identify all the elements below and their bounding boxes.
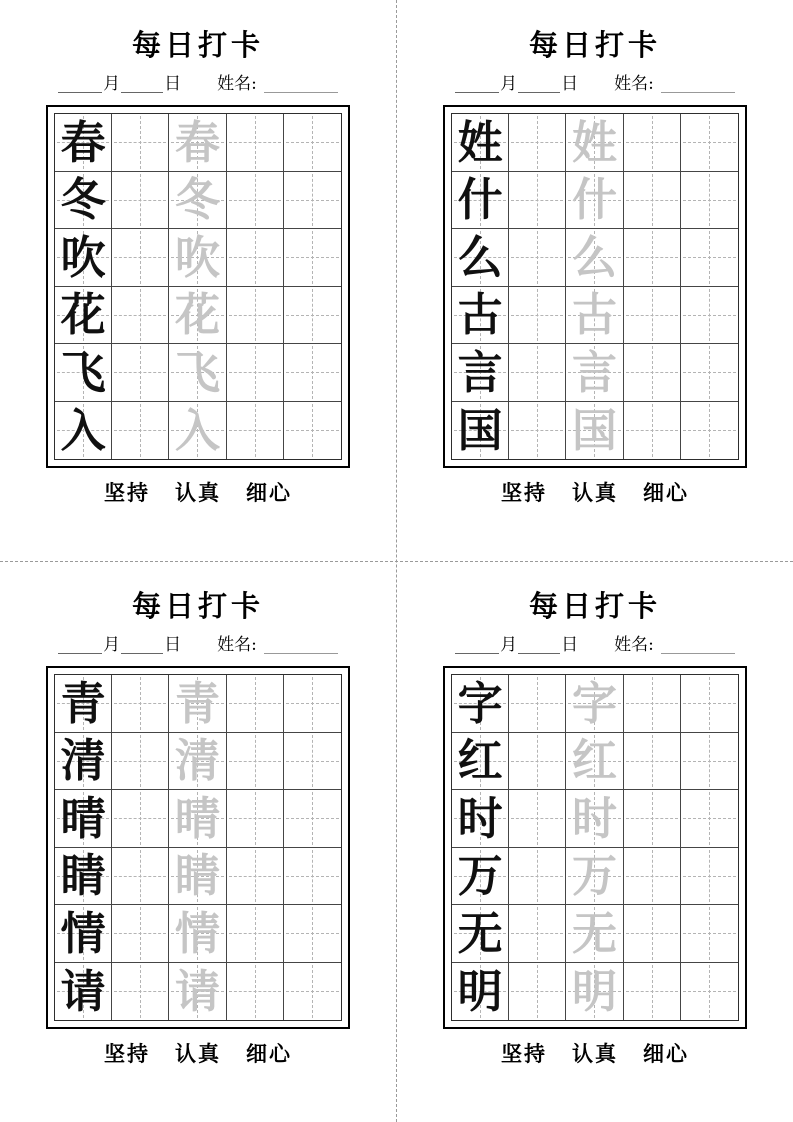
empty-practice-cell xyxy=(112,848,169,906)
empty-practice-cell xyxy=(509,790,566,848)
motto-word: 细心 xyxy=(643,480,689,505)
trace-character: 么 xyxy=(571,230,617,284)
trace-cell xyxy=(566,229,623,287)
motto-line xyxy=(0,1038,396,1068)
empty-practice-cell xyxy=(509,733,566,791)
empty-practice-cell xyxy=(284,114,341,172)
empty-practice-cell xyxy=(227,963,284,1021)
trace-cell xyxy=(566,287,623,345)
model-cell xyxy=(452,402,509,460)
model-character: 睛 xyxy=(60,849,106,903)
motto-word: 细心 xyxy=(246,480,292,505)
month-blank xyxy=(58,77,102,93)
empty-practice-cell xyxy=(227,344,284,402)
grid-frame xyxy=(46,666,350,1029)
model-character: 万 xyxy=(457,849,503,903)
trace-character: 古 xyxy=(571,288,617,342)
trace-cell xyxy=(169,229,226,287)
empty-practice-cell xyxy=(112,287,169,345)
empty-practice-cell xyxy=(112,675,169,733)
practice-grid xyxy=(54,674,342,1021)
trace-character: 请 xyxy=(174,964,220,1018)
empty-practice-cell xyxy=(624,848,681,906)
empty-practice-cell xyxy=(509,675,566,733)
empty-practice-cell xyxy=(112,790,169,848)
empty-practice-cell xyxy=(681,114,738,172)
empty-practice-cell xyxy=(509,287,566,345)
empty-practice-cell xyxy=(284,229,341,287)
trace-cell xyxy=(566,114,623,172)
empty-practice-cell xyxy=(681,287,738,345)
empty-practice-cell xyxy=(227,402,284,460)
practice-card xyxy=(0,0,396,561)
trace-cell xyxy=(169,114,226,172)
name-label: 姓名: xyxy=(614,635,654,656)
model-character: 言 xyxy=(457,345,503,399)
motto-word: 认真 xyxy=(175,1041,221,1066)
trace-cell xyxy=(169,675,226,733)
empty-practice-cell xyxy=(624,790,681,848)
month-blank xyxy=(58,638,102,654)
empty-practice-cell xyxy=(624,114,681,172)
empty-practice-cell xyxy=(112,905,169,963)
grid-frame xyxy=(443,105,747,468)
trace-cell xyxy=(169,287,226,345)
empty-practice-cell xyxy=(284,675,341,733)
empty-practice-cell xyxy=(284,733,341,791)
month-label: 月 xyxy=(500,635,518,656)
model-cell xyxy=(452,905,509,963)
empty-practice-cell xyxy=(509,848,566,906)
motto-word: 坚持 xyxy=(104,480,150,505)
model-character: 请 xyxy=(60,964,106,1018)
trace-character: 晴 xyxy=(174,791,220,845)
trace-cell xyxy=(169,963,226,1021)
name-blank xyxy=(264,638,338,654)
empty-practice-cell xyxy=(681,344,738,402)
model-cell xyxy=(452,675,509,733)
trace-cell xyxy=(169,172,226,230)
trace-character: 入 xyxy=(174,403,220,457)
model-character: 飞 xyxy=(60,345,106,399)
day-blank xyxy=(518,77,560,93)
trace-character: 国 xyxy=(571,403,617,457)
trace-character: 睛 xyxy=(174,849,220,903)
card-title: 每日打卡 xyxy=(528,589,661,623)
trace-cell xyxy=(566,790,623,848)
empty-practice-cell xyxy=(112,963,169,1021)
model-cell xyxy=(452,114,509,172)
month-label: 月 xyxy=(103,74,121,95)
model-cell xyxy=(55,114,112,172)
trace-cell xyxy=(169,905,226,963)
model-character: 红 xyxy=(457,734,503,788)
motto-word: 认真 xyxy=(175,480,221,505)
empty-practice-cell xyxy=(509,172,566,230)
empty-practice-cell xyxy=(681,733,738,791)
trace-character: 情 xyxy=(174,906,220,960)
date-name-line xyxy=(397,631,793,655)
date-name-line xyxy=(397,70,793,94)
trace-cell xyxy=(566,402,623,460)
model-character: 明 xyxy=(457,964,503,1018)
model-cell xyxy=(55,905,112,963)
empty-practice-cell xyxy=(227,790,284,848)
trace-character: 飞 xyxy=(174,345,220,399)
trace-cell xyxy=(169,344,226,402)
empty-practice-cell xyxy=(681,402,738,460)
empty-practice-cell xyxy=(284,790,341,848)
empty-practice-cell xyxy=(509,344,566,402)
practice-card xyxy=(397,0,793,561)
model-character: 春 xyxy=(60,115,106,169)
model-character: 古 xyxy=(457,288,503,342)
model-cell xyxy=(55,963,112,1021)
name-blank xyxy=(264,77,338,93)
practice-card xyxy=(0,561,396,1122)
empty-practice-cell xyxy=(227,114,284,172)
trace-character: 明 xyxy=(571,964,617,1018)
trace-character: 言 xyxy=(571,345,617,399)
empty-practice-cell xyxy=(227,287,284,345)
model-character: 青 xyxy=(60,676,106,730)
trace-cell xyxy=(566,733,623,791)
card-title: 每日打卡 xyxy=(131,28,264,62)
model-character: 无 xyxy=(457,906,503,960)
card-title: 每日打卡 xyxy=(131,589,264,623)
card-title: 每日打卡 xyxy=(528,28,661,62)
empty-practice-cell xyxy=(284,963,341,1021)
empty-practice-cell xyxy=(227,229,284,287)
model-cell xyxy=(55,675,112,733)
empty-practice-cell xyxy=(681,172,738,230)
model-cell xyxy=(452,287,509,345)
model-cell xyxy=(55,402,112,460)
model-character: 入 xyxy=(60,403,106,457)
empty-practice-cell xyxy=(112,733,169,791)
model-character: 什 xyxy=(457,173,503,227)
name-label: 姓名: xyxy=(217,635,257,656)
day-label: 日 xyxy=(561,635,579,656)
empty-practice-cell xyxy=(112,402,169,460)
motto-line xyxy=(0,477,396,507)
motto-word: 坚持 xyxy=(501,1041,547,1066)
motto-word: 认真 xyxy=(572,1041,618,1066)
motto-word: 细心 xyxy=(643,1041,689,1066)
empty-practice-cell xyxy=(681,905,738,963)
name-blank xyxy=(661,638,735,654)
model-cell xyxy=(55,287,112,345)
trace-character: 青 xyxy=(174,676,220,730)
empty-practice-cell xyxy=(624,402,681,460)
empty-practice-cell xyxy=(624,229,681,287)
date-name-line xyxy=(0,70,396,94)
practice-card xyxy=(397,561,793,1122)
motto-line xyxy=(397,477,793,507)
month-blank xyxy=(455,638,499,654)
empty-practice-cell xyxy=(284,344,341,402)
model-cell xyxy=(55,344,112,402)
trace-cell xyxy=(566,848,623,906)
model-cell xyxy=(55,848,112,906)
motto-word: 认真 xyxy=(572,480,618,505)
model-character: 么 xyxy=(457,230,503,284)
model-cell xyxy=(55,790,112,848)
trace-cell xyxy=(169,402,226,460)
model-cell xyxy=(55,172,112,230)
trace-cell xyxy=(566,172,623,230)
trace-character: 春 xyxy=(174,115,220,169)
model-character: 花 xyxy=(60,288,106,342)
model-character: 晴 xyxy=(60,791,106,845)
empty-practice-cell xyxy=(681,848,738,906)
trace-character: 吹 xyxy=(174,230,220,284)
trace-cell xyxy=(566,905,623,963)
empty-practice-cell xyxy=(681,229,738,287)
empty-practice-cell xyxy=(624,675,681,733)
empty-practice-cell xyxy=(227,733,284,791)
empty-practice-cell xyxy=(624,287,681,345)
model-character: 时 xyxy=(457,791,503,845)
grid-frame xyxy=(46,105,350,468)
model-cell xyxy=(55,229,112,287)
empty-practice-cell xyxy=(284,905,341,963)
trace-character: 红 xyxy=(571,734,617,788)
empty-practice-cell xyxy=(509,402,566,460)
practice-grid xyxy=(54,113,342,460)
trace-character: 冬 xyxy=(174,173,220,227)
model-character: 姓 xyxy=(457,115,503,169)
empty-practice-cell xyxy=(227,905,284,963)
empty-practice-cell xyxy=(681,963,738,1021)
empty-practice-cell xyxy=(624,963,681,1021)
empty-practice-cell xyxy=(284,402,341,460)
month-label: 月 xyxy=(500,74,518,95)
grid-frame xyxy=(443,666,747,1029)
trace-cell xyxy=(566,675,623,733)
day-blank xyxy=(121,638,163,654)
practice-grid xyxy=(451,113,739,460)
trace-cell xyxy=(169,733,226,791)
trace-character: 无 xyxy=(571,906,617,960)
model-cell xyxy=(452,790,509,848)
empty-practice-cell xyxy=(624,344,681,402)
name-label: 姓名: xyxy=(614,74,654,95)
day-blank xyxy=(121,77,163,93)
model-character: 国 xyxy=(457,403,503,457)
name-label: 姓名: xyxy=(217,74,257,95)
empty-practice-cell xyxy=(681,790,738,848)
model-cell xyxy=(452,172,509,230)
trace-character: 什 xyxy=(571,173,617,227)
day-blank xyxy=(518,638,560,654)
name-blank xyxy=(661,77,735,93)
trace-character: 万 xyxy=(571,849,617,903)
empty-practice-cell xyxy=(624,733,681,791)
empty-practice-cell xyxy=(284,848,341,906)
trace-cell xyxy=(566,963,623,1021)
empty-practice-cell xyxy=(509,114,566,172)
model-cell xyxy=(452,229,509,287)
trace-cell xyxy=(566,344,623,402)
empty-practice-cell xyxy=(112,172,169,230)
model-character: 清 xyxy=(60,734,106,788)
motto-line xyxy=(397,1038,793,1068)
model-cell xyxy=(452,963,509,1021)
empty-practice-cell xyxy=(227,848,284,906)
model-character: 冬 xyxy=(60,173,106,227)
trace-cell xyxy=(169,848,226,906)
empty-practice-cell xyxy=(509,963,566,1021)
model-cell xyxy=(452,733,509,791)
model-cell xyxy=(452,848,509,906)
trace-character: 姓 xyxy=(571,115,617,169)
trace-character: 字 xyxy=(571,676,617,730)
motto-word: 坚持 xyxy=(104,1041,150,1066)
motto-word: 细心 xyxy=(246,1041,292,1066)
empty-practice-cell xyxy=(284,172,341,230)
empty-practice-cell xyxy=(624,172,681,230)
empty-practice-cell xyxy=(509,905,566,963)
model-cell xyxy=(452,344,509,402)
model-cell xyxy=(55,733,112,791)
day-label: 日 xyxy=(164,74,182,95)
empty-practice-cell xyxy=(112,114,169,172)
practice-grid xyxy=(451,674,739,1021)
empty-practice-cell xyxy=(284,287,341,345)
trace-character: 时 xyxy=(571,791,617,845)
empty-practice-cell xyxy=(227,675,284,733)
day-label: 日 xyxy=(164,635,182,656)
model-character: 吹 xyxy=(60,230,106,284)
day-label: 日 xyxy=(561,74,579,95)
month-blank xyxy=(455,77,499,93)
model-character: 情 xyxy=(60,906,106,960)
empty-practice-cell xyxy=(112,344,169,402)
empty-practice-cell xyxy=(681,675,738,733)
date-name-line xyxy=(0,631,396,655)
empty-practice-cell xyxy=(112,229,169,287)
motto-word: 坚持 xyxy=(501,480,547,505)
trace-cell xyxy=(169,790,226,848)
trace-character: 清 xyxy=(174,734,220,788)
month-label: 月 xyxy=(103,635,121,656)
trace-character: 花 xyxy=(174,288,220,342)
empty-practice-cell xyxy=(509,229,566,287)
empty-practice-cell xyxy=(227,172,284,230)
empty-practice-cell xyxy=(624,905,681,963)
model-character: 字 xyxy=(457,676,503,730)
